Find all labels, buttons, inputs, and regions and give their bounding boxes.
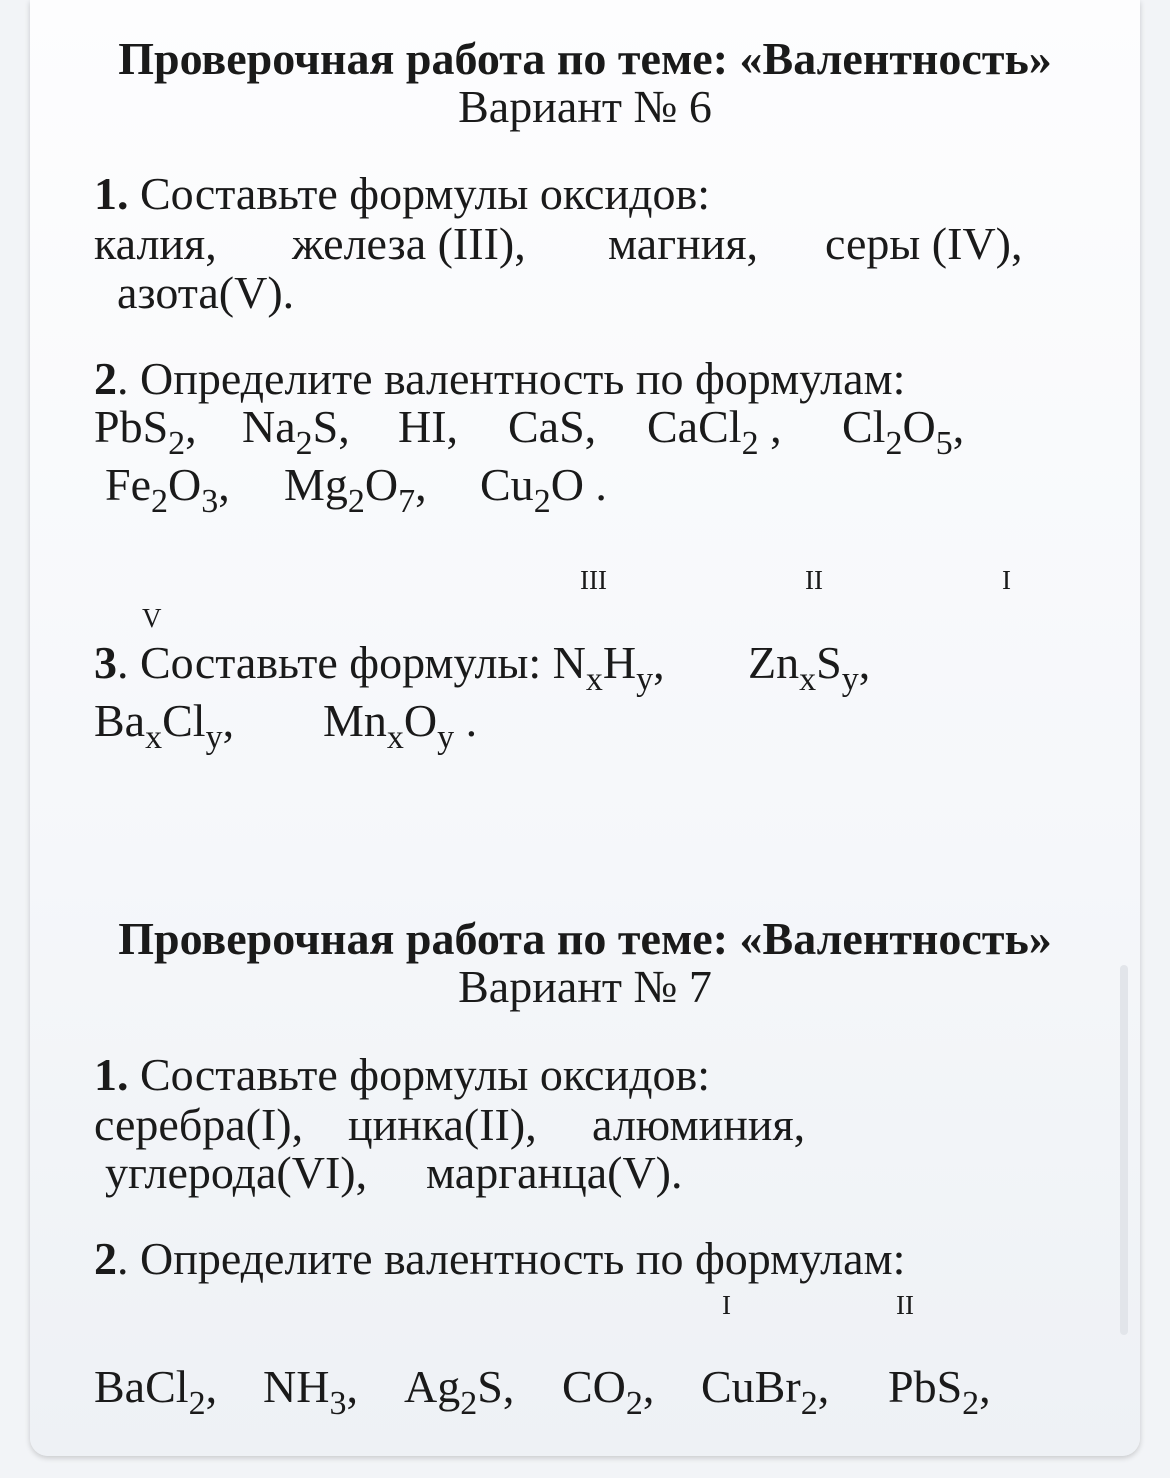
formula-part: CO [562, 1361, 626, 1412]
formula-part: O [403, 695, 438, 746]
formula-part: , [415, 459, 427, 510]
v7-task1-number: 1. [94, 1049, 129, 1100]
v7-formula-nh3 [263, 1360, 358, 1422]
formula-part: , [222, 695, 235, 746]
formula-part: Ag [404, 1361, 461, 1412]
v6-valence-mark-4: V [142, 603, 162, 633]
formula-part: Fe [105, 459, 151, 510]
formula-part: O [364, 459, 399, 510]
formula-part: S [816, 637, 842, 688]
subscript: 2 [741, 425, 759, 462]
v7-formula-co2 [562, 1360, 655, 1422]
v6-valence-mark-2: II [805, 565, 823, 595]
formula-part: N [552, 637, 586, 688]
v6-task3-number: 3 [94, 637, 117, 688]
formula-part: H [602, 637, 637, 688]
v6-task1-item-1: калия, [94, 218, 217, 269]
formula-part: O [168, 459, 202, 510]
formula-part: O . [550, 459, 607, 510]
subscript: 2 [800, 1385, 818, 1422]
subscript: x [585, 661, 603, 698]
v6-formula-mnxoy [323, 694, 478, 756]
v6-formula-cas: CaS, [508, 401, 597, 452]
formula-part: Mn [323, 695, 387, 746]
v6-formula-cacl2 [647, 400, 782, 462]
subscript: 2 [168, 425, 186, 462]
formula-part: CuBr [701, 1361, 801, 1412]
formula-part: , [758, 401, 782, 452]
subscript: 2 [533, 483, 551, 520]
v7-valence-mark-1: I [722, 1290, 731, 1320]
subscript: 2 [962, 1385, 980, 1422]
subscript: y [841, 661, 859, 698]
formula-part: BaCl [94, 1361, 189, 1412]
formula-part: Zn [748, 637, 800, 688]
subscript: y [205, 719, 223, 756]
v7-task1-item-3: алюминия, [592, 1099, 806, 1150]
subscript: 7 [398, 483, 416, 520]
document-page [30, 0, 1140, 1456]
v7-formula-pbs2 [888, 1360, 991, 1422]
formula-part: Ba [94, 695, 146, 746]
v6-formula-cu2o [480, 458, 607, 520]
formula-part: O [902, 401, 936, 452]
v7-valence-mark-2: II [896, 1290, 914, 1320]
v6-task1-item-3: магния, [608, 218, 758, 269]
variant6-title: Проверочная работа по теме: «Валентность» [118, 33, 1052, 84]
v6-formula-na2s [242, 400, 350, 462]
v7-task2-heading [94, 1232, 905, 1285]
formula-part: . [454, 695, 478, 746]
v6-task1-number: 1. [94, 168, 129, 219]
v7-task1-item-4: углерода(VI), [105, 1147, 368, 1198]
formula-part: PbS [888, 1361, 963, 1412]
formula-part: , [952, 401, 965, 452]
subscript: 3 [329, 1385, 347, 1422]
subscript: x [386, 719, 404, 756]
v7-task1-heading [94, 1048, 710, 1101]
subscript: 2 [151, 483, 168, 520]
formula-part: Cu [480, 459, 534, 510]
subscript: x [145, 719, 163, 756]
formula-part: , [218, 459, 230, 510]
subscript: y [437, 719, 455, 756]
v7-formula-bacl2 [94, 1360, 218, 1422]
formula-part: S, [312, 401, 350, 452]
v6-formula-baxcly [94, 694, 235, 756]
v7-formula-cubr2 [701, 1360, 830, 1422]
v6-valence-mark-1: III [580, 565, 607, 595]
v6-formula-nxhy [552, 637, 665, 698]
v6-formula-mg2o7 [284, 458, 427, 520]
formula-part: PbS [94, 401, 169, 452]
formula-part: , [817, 1361, 830, 1412]
v7-formula-ag2s [404, 1360, 515, 1422]
v6-task1-heading [94, 167, 710, 220]
subscript: 5 [935, 425, 953, 462]
subscript: x [799, 661, 817, 698]
formula-part: , [858, 637, 871, 688]
v6-formula-hi: HI, [398, 401, 459, 452]
variant7-number: Вариант № 7 [458, 961, 712, 1012]
formula-part: , [205, 1361, 218, 1412]
v6-task1-item-2: железа (III), [292, 218, 526, 269]
v6-formula-cl2o5 [842, 400, 965, 462]
formula-part: S, [477, 1361, 515, 1412]
subscript: 3 [201, 483, 219, 520]
v7-task1-item-1: серебра(I), [94, 1099, 304, 1150]
formula-part: , [979, 1361, 991, 1412]
formula-part: , [346, 1361, 358, 1412]
v6-formula-pbs2 [94, 400, 197, 462]
v6-task2-heading [94, 352, 905, 405]
formula-part: Mg [284, 459, 348, 510]
formula-part: Na [242, 401, 296, 452]
v7-task1-item-5: марганца(V). [426, 1147, 683, 1198]
v6-task2-text: . Определите валентность по формулам: [117, 353, 906, 404]
v6-formula-znxsy [748, 636, 871, 698]
variant7-title: Проверочная работа по теме: «Валентность» [118, 913, 1052, 964]
formula-part: , [642, 1361, 655, 1412]
formula-part: CaCl [647, 401, 742, 452]
v7-task2-text: . Определите валентность по формулам: [117, 1233, 906, 1284]
v6-task3-text: . Составьте формулы: [117, 637, 553, 688]
v6-task1-item-4: серы (IV), [825, 218, 1023, 269]
v6-valence-mark-3: I [1002, 565, 1011, 595]
subscript: 2 [188, 1385, 206, 1422]
subscript: y [636, 661, 654, 698]
formula-part: NH [263, 1361, 330, 1412]
subscript: 2 [295, 425, 313, 462]
v6-task3-heading [94, 636, 665, 698]
subscript: 2 [460, 1385, 478, 1422]
formula-part: , [185, 401, 197, 452]
variant6-number: Вариант № 6 [458, 81, 712, 132]
v6-task1-text: Составьте формулы оксидов: [128, 168, 710, 219]
v6-formula-fe2o3 [105, 458, 230, 520]
subscript: 2 [347, 483, 365, 520]
v7-task2-number: 2 [94, 1233, 117, 1284]
v6-task1-item-5: азота(V). [117, 267, 295, 318]
vertical-scrollbar[interactable] [1120, 965, 1128, 1335]
v6-task2-number: 2 [94, 353, 117, 404]
subscript: 2 [625, 1385, 643, 1422]
formula-part: Cl [162, 695, 206, 746]
v7-task1-text: Составьте формулы оксидов: [128, 1049, 710, 1100]
formula-part: , [653, 637, 665, 688]
subscript: 2 [885, 425, 903, 462]
formula-part: Cl [842, 401, 886, 452]
v7-task1-item-2: цинка(II), [348, 1099, 537, 1150]
